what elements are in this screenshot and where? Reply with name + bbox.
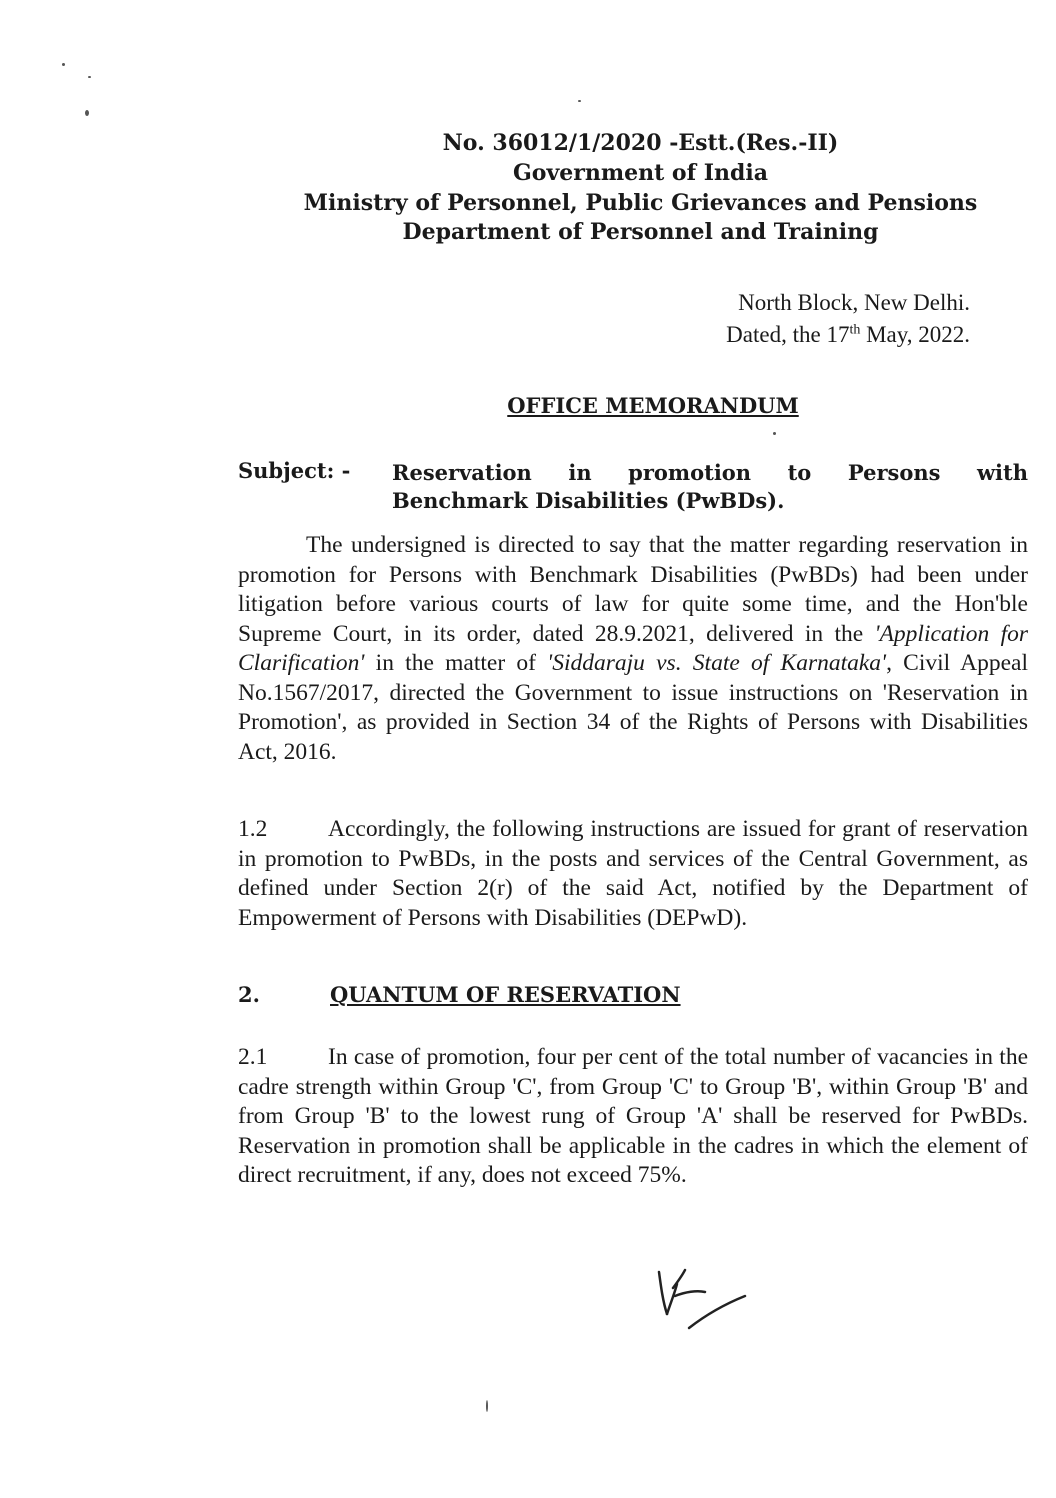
- subject-line-2: Benchmark Disabilities (PwBDs).: [392, 488, 785, 513]
- scan-speck: [85, 110, 89, 116]
- paragraph-1-2-text: Accordingly, the following instructions are issued for grant of reservation in promotion to PwBDs, in the posts and services of the Central Government, as defined under Section 2(r) of the said Act, notified by the Department of Empowerment of Persons with Disabilities (DEPwD).: [238, 816, 1028, 931]
- file-number: No. 36012/1/2020 -Estt.(Res.-II): [442, 130, 839, 156]
- section-2-heading: [238, 982, 681, 1007]
- section-2-number: 2.: [238, 982, 260, 1007]
- paragraph-1-italic-2: 'Siddaraju vs. State of Karnataka': [547, 650, 887, 676]
- paragraph-1-italic-1: 'Application for Clarification': [238, 620, 1028, 676]
- paragraph-1-2-number: 1.2: [238, 816, 268, 842]
- department-name: Department of Personnel and Training: [402, 219, 879, 245]
- paragraph-2-1: [238, 1043, 1028, 1191]
- paragraph-1: [238, 531, 1028, 767]
- paragraph-1-2: [238, 815, 1028, 933]
- scan-speck: [486, 1400, 488, 1412]
- date-suffix: May, 2022.: [860, 322, 970, 347]
- date-prefix: Dated, the 17: [726, 322, 850, 347]
- scan-speck: [773, 432, 776, 435]
- memo-title: OFFICE MEMORANDUM: [507, 393, 799, 418]
- paragraph-1-part-3: , Civil Appeal No.1567/2017, directed the Government to issue instructions on 'Reservation in Promotion', as provided in Section 34 of the Rights of Persons with Disabilities Act, 2016.: [238, 650, 1028, 765]
- paragraph-1-part-2: in the matter of: [364, 650, 548, 676]
- scan-speck: [62, 63, 65, 66]
- subject-label: Subject: -: [238, 458, 351, 483]
- scan-speck: [88, 76, 91, 78]
- subject-line-1: Reservation in promotion to Persons with: [392, 460, 1028, 485]
- paragraph-2-1-number: 2.1: [238, 1044, 268, 1070]
- signature-mark: [645, 1262, 755, 1342]
- location-line: North Block, New Delhi.: [738, 290, 970, 315]
- paragraph-1-part-1: The undersigned is directed to say that the matter regarding reservation in promotion for Persons with Benchmark Disabilities (PwBDs) had been under litigation before various courts of law for quite some time, and the Hon'ble Supreme Court, in its order, dated 28.9.2021, delivered in the: [238, 532, 1028, 647]
- paragraph-2-1-text: In case of promotion, four per cent of the total number of vacancies in the cadre strength within Group 'C', from Group 'C' to Group 'B', within Group 'B' and from Group 'B' to the lowest rung of Group 'A' shall be reserved for PwBDs. Reservation in promotion shall be applicable in the cadres in which the element of direct recruitment, if any, does not exceed 75%.: [238, 1044, 1028, 1188]
- government-name: Government of India: [513, 160, 768, 186]
- section-2-title: QUANTUM OF RESERVATION: [330, 982, 681, 1007]
- scan-speck: [578, 100, 581, 102]
- date-superscript: th: [849, 322, 861, 338]
- date-line: [726, 322, 970, 348]
- ministry-name: Ministry of Personnel, Public Grievances and Pensions: [303, 190, 978, 216]
